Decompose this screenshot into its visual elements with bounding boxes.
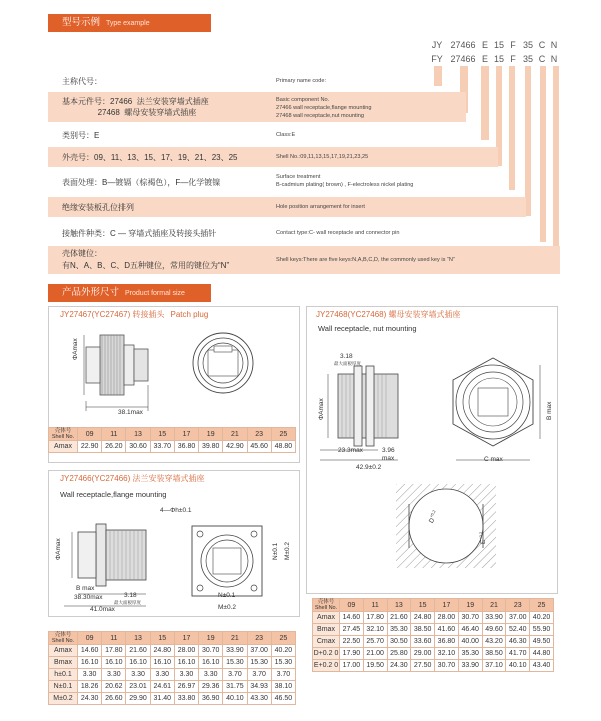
- row-label-en: Class:E: [276, 132, 296, 138]
- table-row: h±0.1 3.30 3.30 3.30 3.30 3.30 3.30 3.70 3.70 3.70: [49, 669, 296, 681]
- table-row: Cmax 22.50 25.70 30.50 33.60 36.80 40.00 43.20 46.30 49.50: [313, 636, 554, 648]
- code-key: N: [550, 54, 558, 64]
- code-prefix: JY: [431, 40, 443, 50]
- section-title-en: Product formal size: [125, 290, 185, 297]
- jy27468-panel-cutout: [396, 484, 506, 570]
- jy27468-dim-318: 3.18: [340, 353, 353, 360]
- row-label-cn: 外壳号：09、11、13、15、17、19、21、23、25: [62, 153, 238, 162]
- row-class: [48, 125, 484, 145]
- table-row: Amax 14.60 17.80 21.60 24.80 28.00 30.70 33.90 37.00 40.20: [49, 645, 296, 657]
- jy27468-dim-396-max: max: [382, 455, 395, 462]
- jy27466-front-view: [184, 514, 274, 604]
- table-header-row: 壳体号 Shell No. 09 11 13 15 17 19 21 23 25: [49, 428, 296, 441]
- row-label-en: Basic component No. 27466 wall receptacle,flange mounting 27468 wall receptacle,nut mounting: [276, 97, 372, 119]
- row-label-en: Contact type:C- wall receptacle and connector pin: [276, 230, 400, 236]
- table-header-row: 壳体号 Shell No. 09 11 13 15 17 19 21 23 25: [313, 599, 554, 612]
- jy27468-dim-318-note: 最大面板厚度: [334, 361, 361, 366]
- row-label-cn: 壳体键位： 有N、A、B、C、D五种键位，常用的键位为“N”: [62, 249, 230, 270]
- jy27466-n-vertical: N±0.1: [272, 542, 279, 560]
- section-product-size-tab: [48, 284, 211, 302]
- table-row: Bmax 27.45 32.10 35.30 38.50 41.60 46.40 49.60 52.40 55.90: [313, 624, 554, 636]
- jy27468-table: [312, 598, 554, 672]
- code-prefix: FY: [431, 54, 443, 64]
- section-title-cn: 产品外形尺寸: [62, 287, 120, 298]
- row-label-cn: 类别号：E: [62, 131, 100, 140]
- section-title-cn: 型号示例: [62, 17, 101, 28]
- table-row: E+0.2 0 17.00 19.50 24.30 27.50 30.70 33.90 37.10 40.10 43.40: [313, 660, 554, 672]
- row-basic-component: [48, 92, 466, 122]
- jy27466-n-horizontal: N±0.1: [218, 592, 236, 599]
- row-label-en: Surface treatment B-cadmium plating( brown) , F-electroless nickel plating: [276, 174, 414, 188]
- jy27468-dim-b: B max: [546, 401, 553, 420]
- row-label-cn: 接触件种类：C — 穿墙式插座及转接头插针: [62, 229, 217, 238]
- jy27468-dim-d: $D^{+0.2}$: [427, 509, 437, 525]
- code-class: E: [481, 54, 488, 64]
- row-label-cn: 表面处理：B—镀镉（棕褐色），F—化学镀镍: [62, 178, 221, 187]
- jy27468-title-en: Wall receptacle, nut mounting: [318, 324, 417, 333]
- jy27466-holes: 4—Φh±0.1: [160, 507, 192, 514]
- table-header-row: 壳体号 Shell No. 09 11 13 15 17 19 21 23 25: [49, 632, 296, 645]
- leader-key: [553, 66, 559, 274]
- jy27468-dim-a: ΦAmax: [318, 398, 325, 420]
- row-contact-type: [48, 222, 542, 244]
- row-primary-code: [48, 72, 438, 90]
- jy27468-dim-233: 23.3max: [338, 447, 363, 454]
- row-label-cn: 主称代号：: [62, 77, 102, 86]
- jy27467-table: [48, 427, 296, 453]
- jy27466-dim-d3: 41.0max: [90, 606, 115, 613]
- leader-contact: [540, 66, 546, 242]
- table-row: M±0.2 24.30 26.60 29.90 31.40 33.80 36.90 40.10 43.30 46.50: [49, 693, 296, 705]
- row-label-en: Primary name code:: [276, 78, 327, 84]
- code-contact: C: [538, 54, 546, 64]
- jy27468-title-cn: JY27468(YC27468) 螺母安装穿墙式插座: [316, 310, 461, 319]
- jy27466-dim-d2-note: 最大面板厚度: [114, 600, 141, 605]
- jy27468-side-drawing: [318, 362, 418, 462]
- code-row-jy: [426, 40, 560, 50]
- jy27468-dim-e: $E^{+0.2}$: [478, 531, 488, 544]
- jy27468-dim-396: 3.96: [382, 447, 395, 454]
- jy27467-dim-length: 38.1max: [118, 409, 143, 416]
- jy27467-title: JY27467(YC27467) 转接插头 Patch plug: [60, 310, 209, 319]
- section-title-en: Type example: [106, 20, 150, 27]
- code-finish: F: [510, 40, 516, 50]
- code-class: E: [481, 40, 488, 50]
- jy27467-front-view: [188, 328, 258, 398]
- jy27466-dim-b: B max: [76, 585, 95, 592]
- jy27466-dim-d1: 38.30max: [74, 594, 103, 601]
- code-finish: F: [510, 54, 516, 64]
- jy27467-dim-a: ΦAmax: [72, 338, 79, 360]
- jy27466-title-en: Wall receptacle,flange mounting: [60, 490, 167, 499]
- jy27466-dim-d2: 3.18: [124, 592, 137, 599]
- row-insert-arrangement: [48, 197, 526, 217]
- jy27467-side-drawing: [70, 325, 180, 420]
- table-row: Amax 22.90 26.20 30.60 33.70 36.80 39.80 42.90 45.60 48.80: [49, 441, 296, 453]
- leader-insert: [525, 66, 531, 216]
- row-shell-keys: [48, 246, 560, 274]
- jy27466-m-horizontal: M±0.2: [218, 604, 237, 611]
- jy27468-dim-c: C max: [484, 456, 503, 463]
- jy27466-m-vertical: M±0.2: [284, 541, 291, 560]
- code-insert: 35: [522, 40, 533, 50]
- jy27468-front-view: [438, 350, 548, 470]
- code-shell: 15: [493, 40, 504, 50]
- code-row-fy: [426, 54, 560, 64]
- row-label-en: Shell No.:09,11,13,15,17,19,21,23,25: [276, 154, 369, 160]
- table-row: N±0.1 18.26 20.62 23.01 24.61 26.97 29.36 31.75 34.93 38.10: [49, 681, 296, 693]
- code-component: 27466: [450, 40, 476, 50]
- row-label-cn: 基本元件号：27466 法兰安装穿墙式插座 27468 螺母安装穿墙式插座: [62, 97, 209, 117]
- code-key: N: [550, 40, 558, 50]
- jy27466-table: [48, 631, 296, 705]
- code-contact: C: [538, 40, 546, 50]
- code-component: 27466: [450, 54, 476, 64]
- row-label-cn: 绝缘安装板孔位排列: [62, 203, 134, 212]
- row-label-en: Shell keys:There are five keys:N,A,B,C,D, the commonly used key is “N”: [276, 257, 455, 263]
- row-label-en: Hole position arrangement for insert: [276, 204, 365, 210]
- table-row: D+0.2 0 17.90 21.00 25.80 29.00 32.10 35.30 38.50 41.70 44.80: [313, 648, 554, 660]
- row-shell-no: [48, 147, 498, 167]
- code-shell: 15: [493, 54, 504, 64]
- table-row: Bmax 16.10 16.10 16.10 16.10 16.10 16.10 15.30 15.30 15.30: [49, 657, 296, 669]
- jy27466-title-cn: JY27466(YC27466) 法兰安装穿墙式插座: [60, 474, 205, 483]
- jy27466-dim-a: ΦAmax: [55, 538, 62, 560]
- code-insert: 35: [522, 54, 533, 64]
- jy27468-dim-429: 42.9±0.2: [356, 464, 382, 471]
- row-surface: [48, 170, 510, 194]
- table-row: Amax 14.60 17.80 21.60 24.80 28.00 30.70 33.90 37.00 40.20: [313, 612, 554, 624]
- section-type-example-tab: [48, 14, 211, 32]
